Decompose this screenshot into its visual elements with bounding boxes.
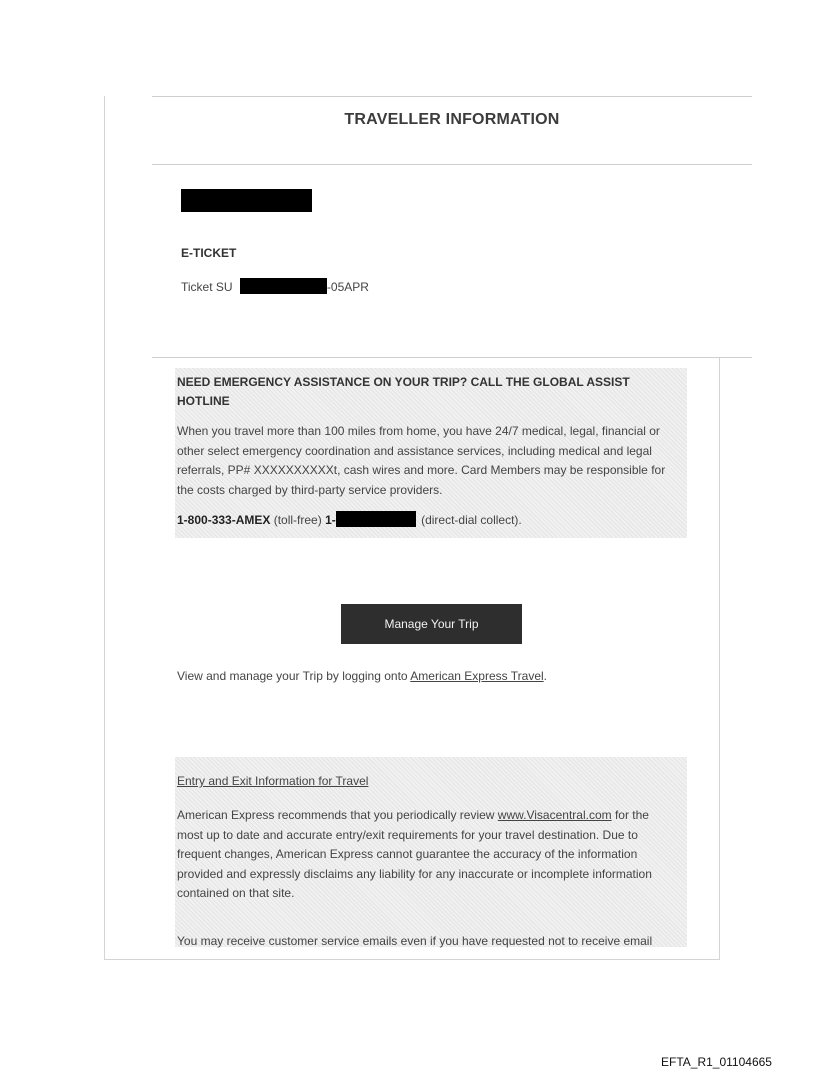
emergency-body: When you travel more than 100 miles from home, you have 24/7 medical, legal, financial or other select emergency coordination and assistance services, including medical and legal referrals, PP# XXXXXXXXXXt, cash wires and more. Card Members may be responsible for the costs charged by third-party service providers. — [177, 424, 666, 497]
collect-label: (direct-dial collect). — [417, 513, 522, 527]
entry-body-prefix: American Express recommends that you periodically review — [177, 808, 498, 822]
manage-your-trip-button[interactable]: Manage Your Trip — [341, 604, 522, 644]
section-divider — [152, 357, 752, 358]
document-id: EFTA_R1_01104665 — [661, 1055, 772, 1069]
ticket-line — [181, 278, 369, 294]
redacted-block — [181, 189, 312, 212]
page-frame-bottom — [104, 959, 720, 960]
manage-text-prefix: View and manage your Trip by logging onto — [177, 669, 411, 683]
page-frame-right — [719, 357, 720, 960]
emergency-heading: NEED EMERGENCY ASSISTANCE ON YOUR TRIP? CALL THE GLOBAL ASSIST HOTLINE — [177, 375, 630, 408]
eticket-label: E-TICKET — [181, 246, 237, 260]
visacentral-link[interactable]: www.Visacentral.com — [497, 808, 612, 822]
redacted-ticket-number — [240, 278, 327, 294]
title-divider — [152, 164, 752, 165]
manage-trip-text — [177, 669, 547, 683]
collect-prefix: 1- — [325, 513, 336, 527]
manage-text-suffix: . — [543, 669, 548, 683]
ticket-prefix: Ticket SU — [181, 280, 236, 294]
ticket-suffix: -05APR — [326, 280, 369, 294]
redacted-collect-number — [336, 511, 416, 527]
entry-exit-body — [177, 806, 672, 904]
entry-body-suffix: for the most up to date and accurate entry/exit requirements for your travel destination. Due to frequent changes, American Express cannot guarantee the accuracy of the information provided and expressly disclaims any liability for any inaccurate or incomplete information contained on that site. — [177, 808, 652, 900]
page-frame-left — [104, 96, 105, 960]
page-title: TRAVELLER INFORMATION — [344, 111, 560, 128]
entry-exit-title-link[interactable]: Entry and Exit Information for Travel — [177, 774, 369, 788]
hotline-numbers — [177, 511, 522, 527]
customer-service-emails-text: You may receive customer service emails even if you have requested not to receive email — [177, 934, 653, 948]
tollfree-number: 1-800-333-AMEX — [177, 513, 271, 527]
amex-travel-link[interactable]: American Express Travel — [410, 669, 544, 683]
top-divider — [152, 96, 752, 97]
tollfree-label: (toll-free) — [270, 513, 326, 527]
